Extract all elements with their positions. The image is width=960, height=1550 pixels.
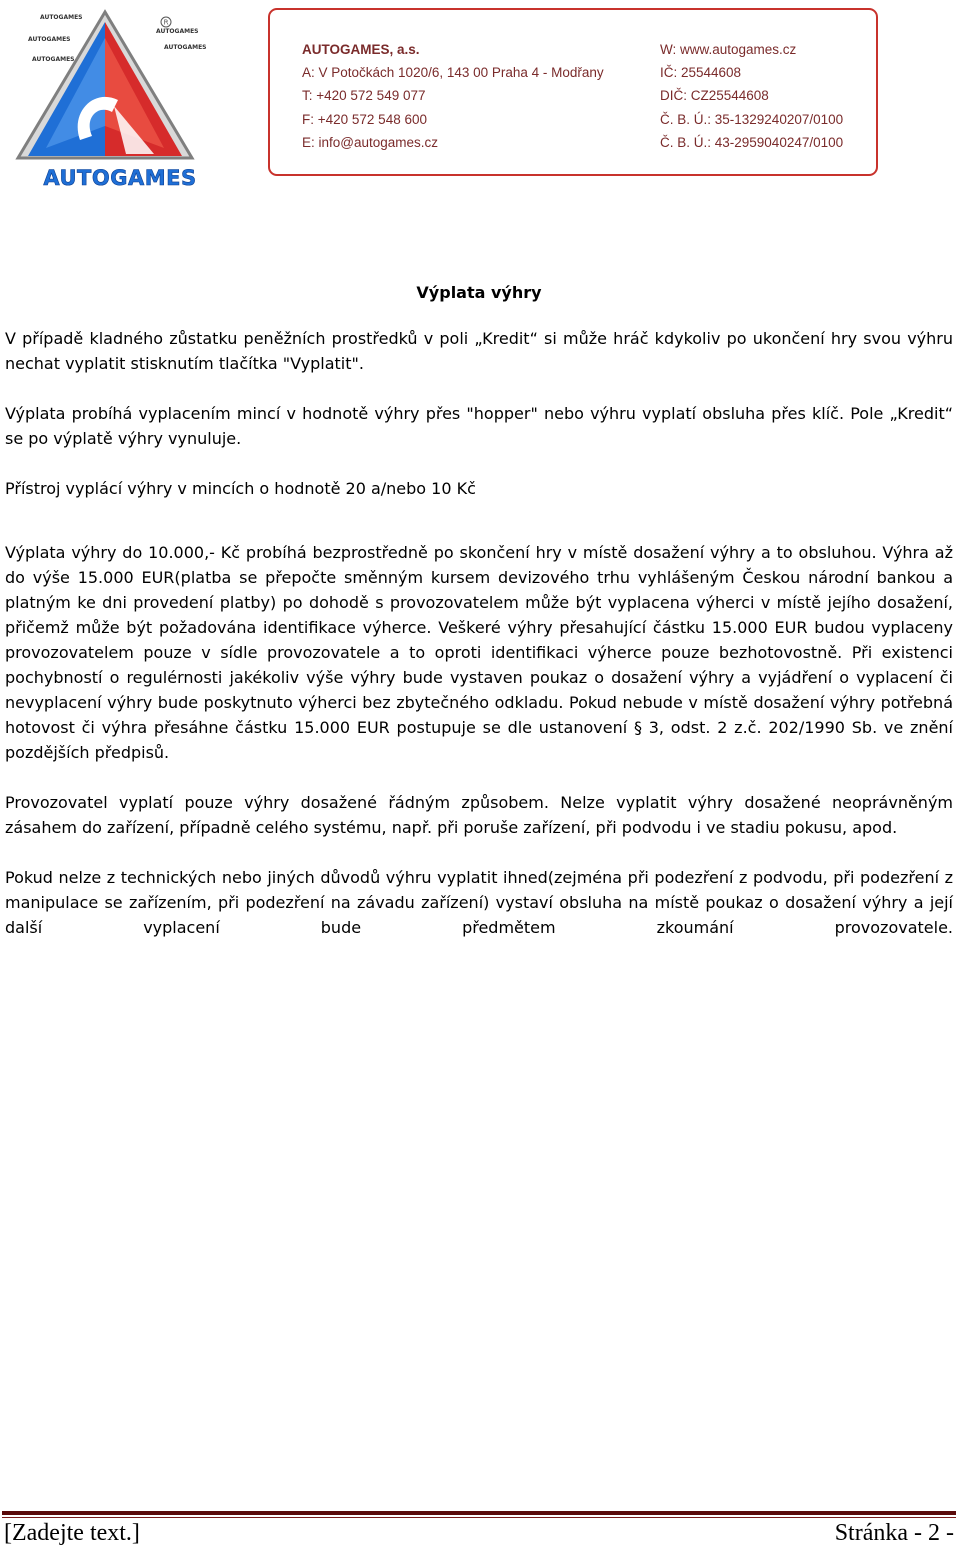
contact-column-left <box>302 38 604 154</box>
company-phone: T: +420 572 549 077 <box>302 88 426 104</box>
document-title: Výplata výhry <box>416 283 542 302</box>
logo-mini-label: AUTOGAMES <box>32 56 75 63</box>
paragraph-kredit: V případě kladného zůstatku peněžních prostředků v poli „Kredit“ si může hráč kdykoliv po ukončení hry svou výhru nechat vyplatit stisknutím tlačítka "Vyplatit". <box>5 329 953 373</box>
footer-divider-thin <box>2 1517 956 1518</box>
company-web: W: www.autogames.cz <box>660 42 797 57</box>
paragraph-proper-wins: Provozovatel vyplatí pouze výhry dosažené řádným způsobem. Nelze vyplatit výhry dosažené neoprávněným zásahem do zařízení, případně celého systému, např. při poruše zařízení, při podvodu i ve stadiu pokusu, apod. <box>5 793 953 837</box>
company-ico: IČ: 25544608 <box>660 65 742 81</box>
company-dic: DIČ: CZ25544608 <box>660 88 769 104</box>
logo-wordmark: AUTOGAMES <box>43 166 197 190</box>
footer-placeholder-text: [Zadejte text.] <box>4 1520 140 1546</box>
document-body <box>5 280 953 965</box>
svg-text:R: R <box>163 18 169 27</box>
paragraph-payout-limits: Výplata výhry do 10.000,- Kč probíhá bezprostředně po skončení hry v místě dosažení výhry a to obsluhou. Výhra až do výše 15.000 EUR(platba se přepočte směnným kursem devizového trhu vyhlášeným Českou národní bankou a platným ke dni provedení platby) po dohodě s provozovatelem může být vyplacena výherci v místě jejího dosažení, přičemž může být požadována identifikace výherce. Veškeré výhry přesahující částku 15.000 EUR budou vyplaceny provozovatelem pouze v sídle provozovatele a to oproti identifikaci výherce pouze bezhotovostně. Při existenci pochybností o regulérnosti jakékoliv výše výhry bude vystaven poukaz o dosažení výhry a vyjádření o vyplacení či nevyplacení výhry bude poskytnuto výherci bez zbytečného odkladu. Pokud nebude v místě dosažení výhry potřebná hotovost či výhra přesáhne částku 15.000 EUR postupuje se dle ustanovení § 3, odst. 2 z.č. 202/1990 Sb. ve znění pozdějších předpisů. <box>5 543 953 762</box>
company-bank-account-2: Č. B. Ú.: 43-2959040247/0100 <box>660 134 844 150</box>
paragraph-coins: Přístroj vyplácí výhry v mincích o hodnotě 20 a/nebo 10 Kč <box>5 479 476 498</box>
page-number: Stránka - 2 - <box>834 1520 954 1546</box>
company-contact-card <box>268 8 878 176</box>
company-address: A: V Potočkách 1020/6, 143 00 Praha 4 - Modřany <box>302 65 604 81</box>
logo-mini-label: AUTOGAMES <box>28 36 71 43</box>
company-email: E: info@autogames.cz <box>302 134 439 150</box>
logo-mini-label: AUTOGAMES <box>164 44 207 51</box>
contact-column-right <box>660 38 843 154</box>
logo-mini-label: AUTOGAMES <box>40 14 83 21</box>
logo-mini-label: AUTOGAMES <box>156 28 199 35</box>
autogames-logo <box>14 8 207 190</box>
paragraph-voucher: Pokud nelze z technických nebo jiných důvodů výhru vyplatit ihned(zejména při podezření z podvodu, při podezření z manipulace se zařízením, při podezření na závadu zařízení) vystaví obsluha na místě poukaz o dosažení výhry a její další vyplacení bude předmětem zkoumání provozovatele. <box>5 868 953 937</box>
company-name: AUTOGAMES, a.s. <box>302 42 420 57</box>
paragraph-hopper: Výplata probíhá vyplacením mincí v hodnotě výhry přes "hopper" nebo výhru vyplatí obsluha přes klíč. Pole „Kredit“ se po výplatě výhry vynuluje. <box>5 404 953 448</box>
company-fax: F: +420 572 548 600 <box>302 111 427 127</box>
footer-divider <box>2 1511 956 1515</box>
company-bank-account-1: Č. B. Ú.: 35-1329240207/0100 <box>660 111 844 127</box>
